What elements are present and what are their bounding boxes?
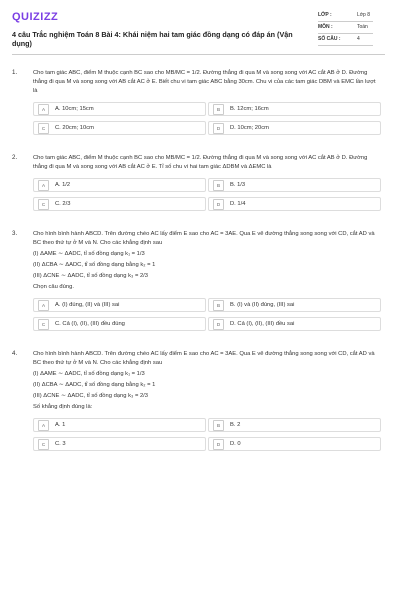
option-text: A. 1	[55, 421, 66, 428]
answer-options	[33, 102, 381, 140]
header	[12, 10, 385, 48]
option-letter-box: B	[213, 180, 224, 191]
meta-value: Lớp 8	[357, 12, 371, 18]
answer-option-c[interactable]	[33, 197, 206, 211]
statement-line: (II) ΔCBA ∼ ΔADC, tỉ số đồng dạng bằng k₂ = 1	[33, 262, 156, 268]
answer-option-c[interactable]	[33, 437, 206, 451]
statement-line: (III) ΔCNE ∼ ΔADC, tỉ số đồng dạng k₃ = 2/3	[33, 273, 149, 279]
question-3	[12, 230, 385, 336]
answer-option-c[interactable]	[33, 317, 206, 331]
answer-options	[33, 178, 381, 216]
answer-option-c[interactable]	[33, 121, 206, 135]
question-body	[33, 69, 381, 140]
option-letter-box: B	[213, 420, 224, 431]
option-text: D. 1/4	[230, 200, 246, 207]
meta-row-subject	[318, 22, 373, 34]
answer-option-d[interactable]	[208, 197, 381, 211]
question-list	[12, 69, 385, 456]
answer-option-d[interactable]	[208, 317, 381, 331]
statement-line: (III) ΔCNE ∼ ΔADC, tỉ số đồng dạng k₃ = 2/3	[33, 393, 149, 399]
meta-value: 4	[357, 36, 360, 42]
answer-option-a[interactable]	[33, 178, 206, 192]
option-text: A. 10cm; 15cm	[55, 105, 94, 112]
option-text: D. Cả (I), (II), (III) đều sai	[230, 320, 295, 327]
answer-option-d[interactable]	[208, 121, 381, 135]
answer-option-a[interactable]	[33, 298, 206, 312]
option-text: B. 1/3	[230, 181, 246, 188]
option-letter-box: C	[38, 123, 49, 134]
option-text: B. 12cm; 16cm	[230, 105, 269, 112]
answer-options	[33, 418, 381, 456]
quizizz-logo: QUIZIZZ	[12, 11, 59, 23]
meta-row-count	[318, 34, 373, 46]
option-text: D. 10cm; 20cm	[230, 124, 269, 131]
question-number: 2.	[12, 154, 18, 161]
option-letter-box: D	[213, 439, 224, 450]
header-divider	[12, 54, 385, 55]
page-title: 4 câu Trắc nghiệm Toán 8 Bài 4: Khái niệm hai tam giác đồng dạng có đáp án (Vận dụng)	[12, 30, 293, 48]
option-letter-box: C	[38, 199, 49, 210]
statement-line: (II) ΔCBA ∼ ΔADC, tỉ số đồng dạng bằng k₂ = 1	[33, 382, 156, 388]
option-letter-box: D	[213, 199, 224, 210]
question-text: Cho tam giác ABC, điểm M thuộc cạnh BC sao cho MB/MC = 1/2. Đường thẳng đi qua M và song song với AC cắt AB ở D. Đường thẳng đi qua M và song song với AB cắt AC ở E. Tỉ số chu vi hai tam giác ΔDBM và ΔEMC là	[33, 155, 368, 170]
option-text: A. 1/2	[55, 181, 71, 188]
question-text: Cho hình bình hành ABCD. Trên đường chéo AC lấy điểm E sao cho AC = 3AE. Qua E vẽ đường thẳng song song với CD, cắt AD và BC theo thứ tự ở M và N. Cho các khẳng định sau	[33, 351, 375, 366]
option-letter-box: A	[38, 300, 49, 311]
question-number: 1.	[12, 69, 18, 76]
question-4	[12, 350, 385, 456]
option-text: D. 0	[230, 440, 241, 447]
answer-option-b[interactable]	[208, 298, 381, 312]
answer-option-d[interactable]	[208, 437, 381, 451]
header-left	[12, 10, 312, 48]
option-letter-box: C	[38, 319, 49, 330]
answer-option-b[interactable]	[208, 102, 381, 116]
option-letter-box: A	[38, 180, 49, 191]
meta-label: LỚP :	[318, 12, 332, 18]
question-number: 3.	[12, 230, 18, 237]
option-text: B. 2	[230, 421, 241, 428]
question-text: Cho tam giác ABC, điểm M thuộc cạnh BC sao cho MB/MC = 1/2. Đường thẳng đi qua M và song song với AC cắt AB ở D. Đường thẳng đi qua M và song song với AB cắt AC ở E. Biết chu vi tam giác ABC bằng 30cm. Chu vi của các tam giác DBM và EMC lần lượt là	[33, 70, 376, 94]
question-1	[12, 69, 385, 140]
statement-line: Chọn câu đúng.	[33, 284, 74, 290]
option-text: C. 3	[55, 440, 66, 447]
answer-option-b[interactable]	[208, 178, 381, 192]
answer-option-a[interactable]	[33, 102, 206, 116]
statement-line: Số khẳng định đúng là:	[33, 404, 93, 410]
answer-option-b[interactable]	[208, 418, 381, 432]
meta-row-class	[318, 10, 373, 22]
option-letter-box: B	[213, 300, 224, 311]
question-body	[33, 154, 381, 216]
option-letter-box: B	[213, 104, 224, 115]
meta-label: MÔN :	[318, 24, 333, 30]
meta-info	[318, 10, 373, 48]
option-text: A. (I) đúng, (II) và (III) sai	[55, 301, 120, 308]
option-letter-box: A	[38, 104, 49, 115]
question-text: Cho hình bình hành ABCD. Trên đường chéo AC lấy điểm E sao cho AC = 3AE. Qua E vẽ đường thẳng song song với CD, cắt AD và BC theo thứ tự ở M và N. Cho các khẳng định sau	[33, 231, 375, 246]
meta-label: SỐ CÂU :	[318, 36, 341, 42]
option-letter-box: C	[38, 439, 49, 450]
option-text: C. 20cm; 10cm	[55, 124, 94, 131]
statement-line: (I) ΔAME ∼ ΔADC, tỉ số đồng dạng k₁ = 1/3	[33, 251, 145, 257]
meta-value: Toán	[357, 24, 368, 30]
question-2	[12, 154, 385, 216]
option-letter-box: D	[213, 319, 224, 330]
statement-line: (I) ΔAME ∼ ΔADC, tỉ số đồng dạng k₁ = 1/3	[33, 371, 145, 377]
question-body	[33, 230, 381, 336]
option-letter-box: D	[213, 123, 224, 134]
option-letter-box: A	[38, 420, 49, 431]
question-body	[33, 350, 381, 456]
option-text: C. Cả (I), (II), (III) đều đúng	[55, 320, 125, 327]
option-text: B. (I) và (II) đúng, (III) sai	[230, 301, 295, 308]
answer-options	[33, 298, 381, 336]
answer-option-a[interactable]	[33, 418, 206, 432]
option-text: C. 2/3	[55, 200, 71, 207]
question-number: 4.	[12, 350, 18, 357]
